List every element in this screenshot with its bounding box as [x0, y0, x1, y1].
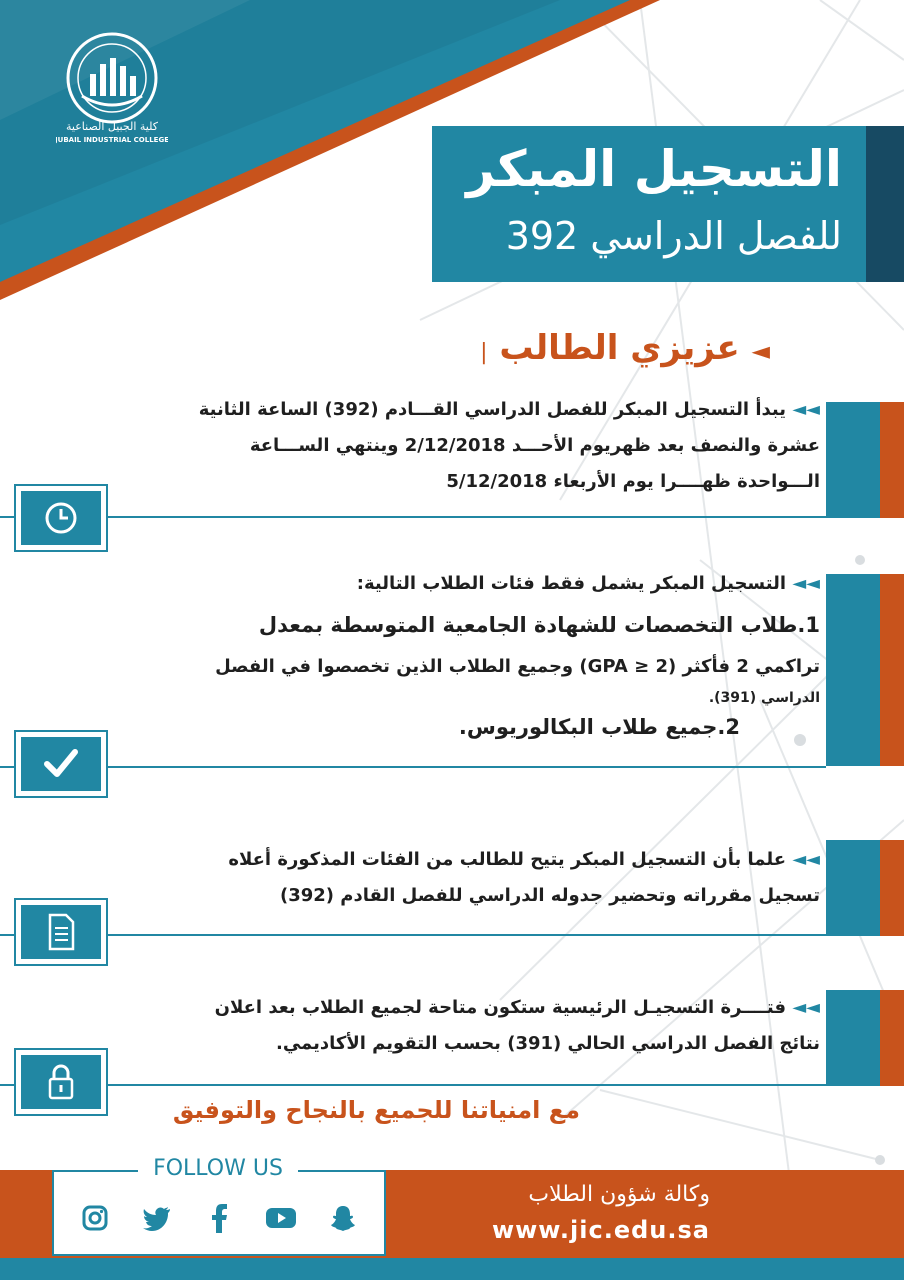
- logo-emblem-icon: [56, 30, 168, 146]
- section-4-divider: [0, 1084, 826, 1086]
- section-4-bar: [826, 990, 880, 1086]
- section-4-line-2: نتائج الفصل الدراسي الحالي (391) بحسب التقويم الأكاديمي.: [276, 1033, 820, 1054]
- social-links: [64, 1198, 374, 1238]
- lock-icon: [46, 1063, 76, 1101]
- section-2-accent: [880, 574, 904, 766]
- section-3-text: [44, 842, 820, 914]
- section-2-icon-frame: [14, 730, 108, 798]
- youtube-icon[interactable]: [261, 1198, 301, 1238]
- college-logo: [56, 30, 168, 146]
- clock-icon: [42, 499, 80, 537]
- title-panel-accent: [866, 126, 904, 282]
- section-1-bar: [826, 402, 880, 518]
- footer-strip: [0, 1258, 904, 1280]
- section-4-line-1: ◄◄ فتــــرة التسجيـل الرئيسية ستكون متاحة لجميع الطلاب بعد اعلان: [214, 997, 820, 1018]
- section-1-accent: [880, 402, 904, 518]
- facebook-icon[interactable]: [199, 1198, 239, 1238]
- bullet-arrow-icon: ◄◄: [792, 399, 820, 420]
- section-3-accent: [880, 840, 904, 936]
- snapchat-icon[interactable]: [323, 1198, 363, 1238]
- twitter-icon[interactable]: [137, 1198, 177, 1238]
- document-icon: [46, 913, 76, 951]
- section-1-line-1: ◄◄ يبدأ التسجيل المبكر للفصل الدراسي القـــادم (392) الساعة الثانية: [198, 399, 820, 420]
- section-4-accent: [880, 990, 904, 1086]
- greeting-bar-icon: |: [480, 340, 488, 365]
- bullet-arrow-icon: ◄◄: [792, 573, 820, 594]
- bullet-arrow-icon: ◄◄: [792, 849, 820, 870]
- greeting: [420, 328, 770, 368]
- section-2-line-3: تراكمي 2 فأكثر (GPA ≥ 2) وجميع الطلاب الذين تخصصوا في الفصل: [215, 656, 820, 677]
- instagram-icon[interactable]: [75, 1198, 115, 1238]
- section-1-text: [44, 392, 820, 500]
- checkmark-icon: [41, 746, 81, 782]
- section-2-text: [44, 566, 820, 744]
- website-link[interactable]: www.jic.edu.sa: [491, 1216, 710, 1244]
- closing-message: مع امنياتنا للجميع بالنجاح والتوفيق: [172, 1096, 580, 1124]
- page-subtitle: للفصل الدراسي 392: [505, 214, 842, 258]
- follow-us-box: [52, 1170, 386, 1256]
- section-3-icon-frame: [14, 898, 108, 966]
- section-2-line-2: 1.طلاب التخصصات للشهادة الجامعية المتوسطة بمعدل: [258, 613, 820, 637]
- section-2-divider: [0, 766, 826, 768]
- greeting-text: عزيزي الطالب: [499, 328, 740, 368]
- section-3-line-2: تسجيل مقرراته وتحضير جدوله الدراسي للفصل القادم (392): [279, 885, 820, 906]
- svg-text:كلية الجبيل الصناعية: كلية الجبيل الصناعية: [66, 120, 158, 133]
- section-2-line-1: ◄◄ التسجيل المبكر يشمل فقط فئات الطلاب التالية:: [356, 573, 820, 594]
- page-title: التسجيل المبكر: [466, 140, 842, 198]
- section-4-text: [44, 990, 820, 1062]
- bullet-arrow-icon: ◄◄: [792, 997, 820, 1018]
- section-1-line-2: عشرة والنصف بعد ظهريوم الأحـــد 2/12/2018 وينتهي الســـاعة: [249, 435, 820, 456]
- section-2-bar: [826, 574, 880, 766]
- section-2-line-4: الدراسي (391).: [708, 690, 820, 706]
- section-1-icon-frame: [14, 484, 108, 552]
- agency-name: وكالة شؤون الطلاب: [528, 1182, 710, 1207]
- section-2-line-5: 2.جميع طلاب البكالوريوس.: [458, 715, 740, 739]
- section-3-divider: [0, 934, 826, 936]
- section-3-line-1: ◄◄ علما بأن التسجيل المبكر يتيح للطالب من الفئات المذكورة أعلاه: [228, 849, 820, 870]
- greeting-arrow-icon: ◄: [751, 337, 770, 365]
- svg-text:JUBAIL INDUSTRIAL COLLEGE: JUBAIL INDUSTRIAL COLLEGE: [56, 136, 168, 144]
- section-1-divider: [0, 516, 826, 518]
- section-1-line-3: الـــواحدة ظهــــرا يوم الأربعاء 5/12/2018: [446, 471, 820, 492]
- section-3-bar: [826, 840, 880, 936]
- follow-us-label: FOLLOW US: [138, 1156, 298, 1181]
